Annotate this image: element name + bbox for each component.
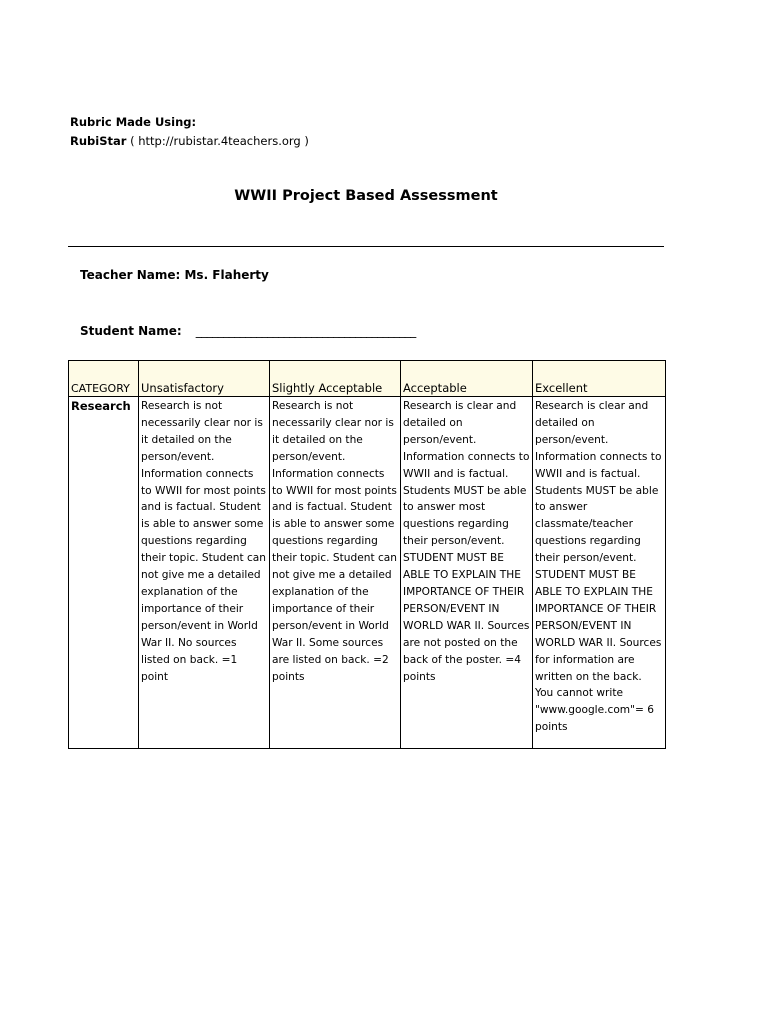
header-acceptable: Acceptable: [401, 361, 533, 397]
teacher-name: Teacher Name: Ms. Flaherty: [80, 268, 269, 282]
credit-url: ( http://rubistar.4teachers.org ): [126, 134, 309, 148]
table-row: [69, 397, 666, 749]
rubric-table: [68, 360, 666, 749]
credit-line-1: Rubric Made Using:: [70, 115, 197, 129]
credit-line-2: [70, 132, 309, 151]
header-excellent: Excellent: [533, 361, 666, 397]
rubric-credit: [70, 113, 309, 151]
cell-excellent: Research is clear and detailed on person/event. Information connects to WWII and is factual. Students MUST be able to answer classmate/teacher questions regarding their person/event. STUDENT MUST BE ABLE TO EXPLAIN THE IMPORTANCE OF THEIR PERSON/EVENT IN WORLD WAR II. Sources for information are written on the back. You cannot write "www.google.com"= 6 points: [533, 397, 666, 749]
document-title: WWII Project Based Assessment: [234, 188, 498, 204]
header-slightly-acceptable: Slightly Acceptable: [270, 361, 401, 397]
student-name-line: [80, 324, 416, 338]
cell-unsatisfactory: Research is not necessarily clear nor is it detailed on the person/event. Information connects to WWII for most points and is factual. Student is able to answer some questions regarding their topic. Student can not give me a detailed explanation of the importance of their person/event in World War II. No sources listed on back. =1 point: [139, 397, 270, 749]
cell-acceptable: Research is clear and detailed on person/event. Information connects to WWII and is factual. Students MUST be able to answer most questions regarding their person/event. STUDENT MUST BE ABLE TO EXPLAIN THE IMPORTANCE OF THEIR PERSON/EVENT IN WORLD WAR II. Sources are not posted on the back of the poster. =4 points: [401, 397, 533, 749]
cell-slightly-acceptable: Research is not necessarily clear nor is it detailed on the person/event. Information connects to WWII for most points and is factual. Student is able to answer some questions regarding their topic. Student can not give me a detailed explanation of the importance of their person/event in World War II. Some sources are listed on back. =2 points: [270, 397, 401, 749]
credit-tool-name: RubiStar: [70, 134, 127, 148]
title-divider: [68, 246, 664, 247]
category-research: Research: [69, 397, 139, 749]
student-name-label: Student Name:: [80, 324, 182, 338]
student-name-blank: ________________________________________: [195, 324, 416, 338]
rubric-header-row: [69, 361, 666, 397]
header-unsatisfactory: Unsatisfactory: [139, 361, 270, 397]
header-category: CATEGORY: [69, 361, 139, 397]
